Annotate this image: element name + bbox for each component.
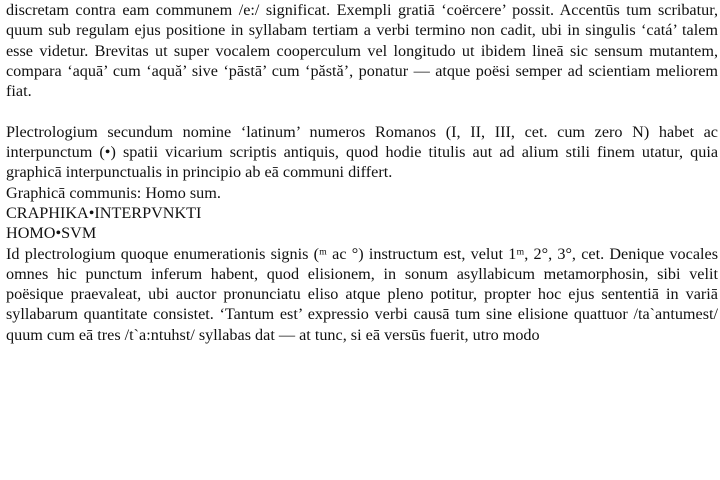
paragraph-enumeration: Id plectrologium quoque enumerationis signis (ᵐ ac °) instructum est, velut 1ᵐ, 2°, 3°, cet. Denique vocales omnes hic punctum inferum habent, quod elisionem, in sonum asyllabicum metamorphosin, sibi velit poësique praevaleat, ubi auctor pronunciatu eliso atque pleno potitur, propter hoc ejus sententiā in variā syllabarum quantitate consistet. ‘Tantum est’ expressio verbi causā tum sine elisione quattuor /ta`antumest/ quum cum eā tres /t`a:ntuhst/ syllabas dat — at tunc, si eā versūs fuerit, utro modo xyxy=(6,244,718,344)
document-page xyxy=(6,0,718,480)
paragraph-spacer xyxy=(6,101,718,121)
example-interpunct-phrase: HOMO•SVM xyxy=(6,224,97,243)
paragraph-interpunct: Plectrologium secundum nomine ‘latinum’ numeros Romanos (I, II, III, cet. cum zero N) habet ac interpunctum (•) spatii vicarium scriptis antiquis, quod hodie titulis aut ad alium stili finem utatur, quia graphicā interpunctualis in principio ab eā communi differt. xyxy=(6,122,718,182)
paragraph-orthography: discretam contra eam communem /e:/ significat. Exempli gratiā ‘coërcere’ possit. Accentūs tum scribatur, quum sub regulam ejus positione in syllabam tertiam a verbi termino non cadit, ubi in singulis ‘catá’ talem esse videtur. Brevitas ut super vocalem cooperculum vel longitudo ut ibidem lineā sic sensum mutantem, compara ‘aquā’ cum ‘aquă’ sive ‘pāstā’ cum ‘păstă’, ponatur — atque poësi semper ad scientiam meliorem fiat. xyxy=(6,1,718,101)
example-common-script: Graphicā communis: Homo sum. xyxy=(6,183,221,202)
example-interpunct-title: CRAPHIKA•INTERPVNKTI xyxy=(6,203,202,222)
